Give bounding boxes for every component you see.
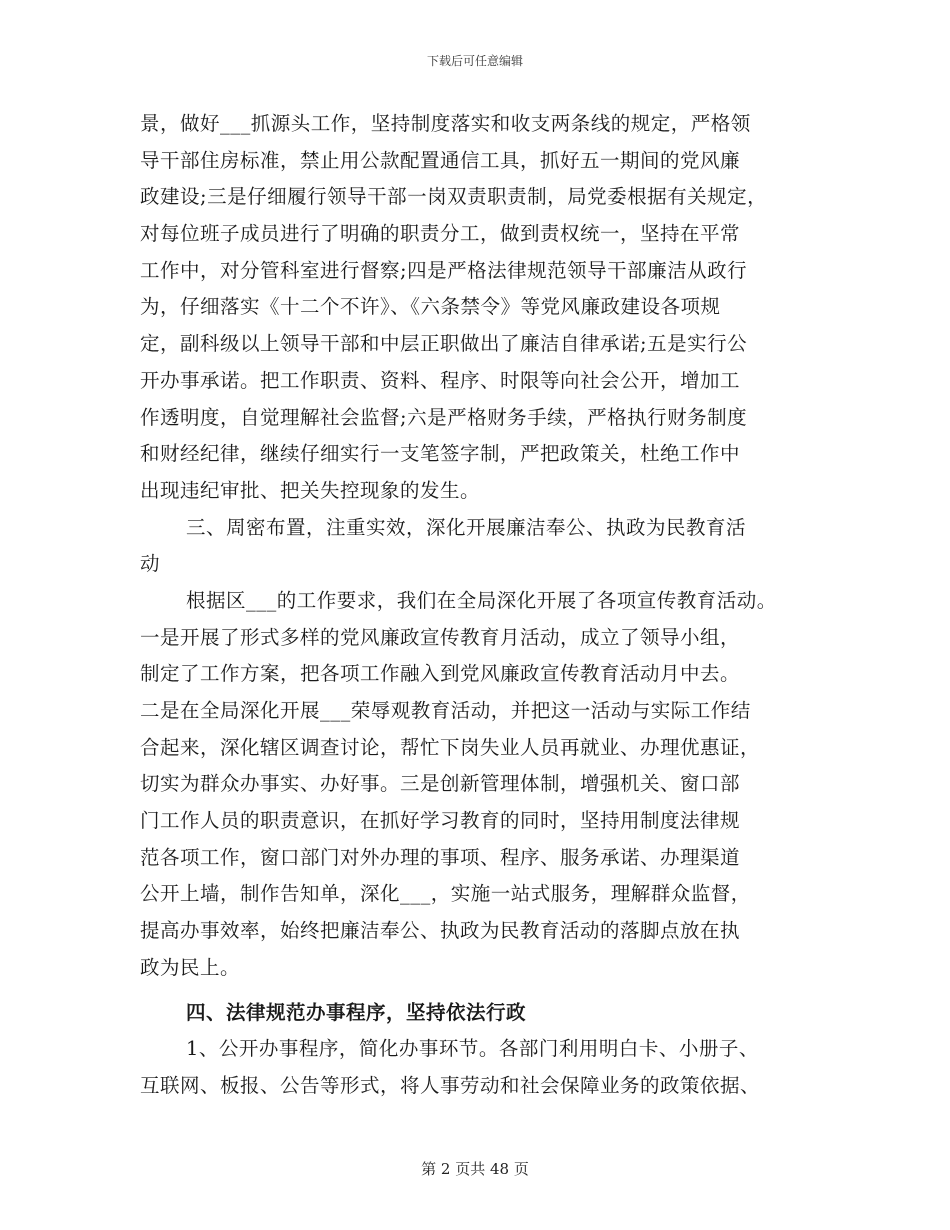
page-header: 下载后可任意编辑	[426, 54, 523, 68]
text-line: 政为民上。	[140, 955, 241, 979]
text-line: 合起来，深化辖区调查讨论，帮忙下岗失业人员再就业、办理优惠证，	[140, 735, 761, 759]
section-title-line: 动	[140, 552, 161, 576]
text-line: 切实为群众办事实、办好事。三是创新管理体制，增强机关、窗口部	[140, 772, 741, 796]
text-line: 提高办事效率，始终把廉洁奉公、执政为民教育活动的落脚点放在执	[140, 919, 741, 943]
paragraph-first-line: 根据区___的工作要求，我们在全局深化开展了各项宣传教育活动。	[186, 588, 777, 612]
text-line: 范各项工作，窗口部门对外办理的事项、程序、服务承诺、办理渠道	[140, 845, 741, 869]
spacer	[140, 987, 830, 995]
text-line: 定，副科级以上领导干部和中层正职做出了廉洁自律承诺;五是实行公	[140, 332, 748, 356]
document-body	[140, 106, 830, 1105]
text-line: 工作中，对分管科室进行督察;四是严格法律规范领导干部廉洁从政行	[140, 258, 748, 282]
text-line: 和财经纪律，继续仔细实行一支笔签字制，严把政策关，杜绝工作中	[140, 442, 741, 466]
text-line: 公开上墙，制作告知单，深化___，实施一站式服务，理解群众监督，	[140, 882, 751, 906]
text-line: 作透明度，自觉理解社会监督;六是严格财务手续，严格执行财务制度	[140, 405, 748, 429]
paragraph-first-line: 1、公开办事程序，简化办事环节。各部门利用明白卡、小册子、	[186, 1037, 759, 1061]
text-line: 制定了工作方案，把各项工作融入到党风廉政宣传教育活动月中去。	[140, 662, 741, 686]
text-line: 为，仔细落实《十二个不许》、《六条禁令》等党风廉政建设各项规	[140, 295, 721, 319]
text-line: 门工作人员的职责意识，在抓好学习教育的同时，坚持用制度法律规	[140, 809, 741, 833]
text-line: 一是开展了形式多样的党风廉政宣传教育月活动，成立了领导小组，	[140, 625, 741, 649]
text-line: 开办事承诺。把工作职责、资料、程序、时限等向社会公开，增加工	[140, 368, 741, 392]
text-line: 导干部住房标准，禁止用公款配置通信工具，抓好五一期间的党风廉	[140, 148, 741, 172]
section-heading: 四、法律规范办事程序，坚持依法行政	[186, 1000, 527, 1024]
text-line: 二是在全局深化开展___荣辱观教育活动，并把这一活动与实际工作结	[140, 699, 751, 722]
text-line: 出现违纪审批、把关失控现象的发生。	[140, 478, 481, 502]
text-line: 对每位班子成员进行了明确的职责分工，做到责权统一，坚持在平常	[140, 222, 741, 246]
page-footer: 第 2 页共 48 页	[421, 1160, 529, 1178]
text-line: 景，做好___抓源头工作，坚持制度落实和收支两条线的规定，严格领	[140, 112, 751, 135]
section-title-line: 三、周密布置，注重实效，深化开展廉洁奉公、执政为民教育活	[186, 515, 747, 539]
text-line: 互联网、板报、公告等形式，将人事劳动和社会保障业务的政策依据、	[140, 1073, 761, 1097]
text-line: 政建设;三是仔细履行领导干部一岗双责职责制，局党委根据有关规定，	[140, 185, 768, 209]
